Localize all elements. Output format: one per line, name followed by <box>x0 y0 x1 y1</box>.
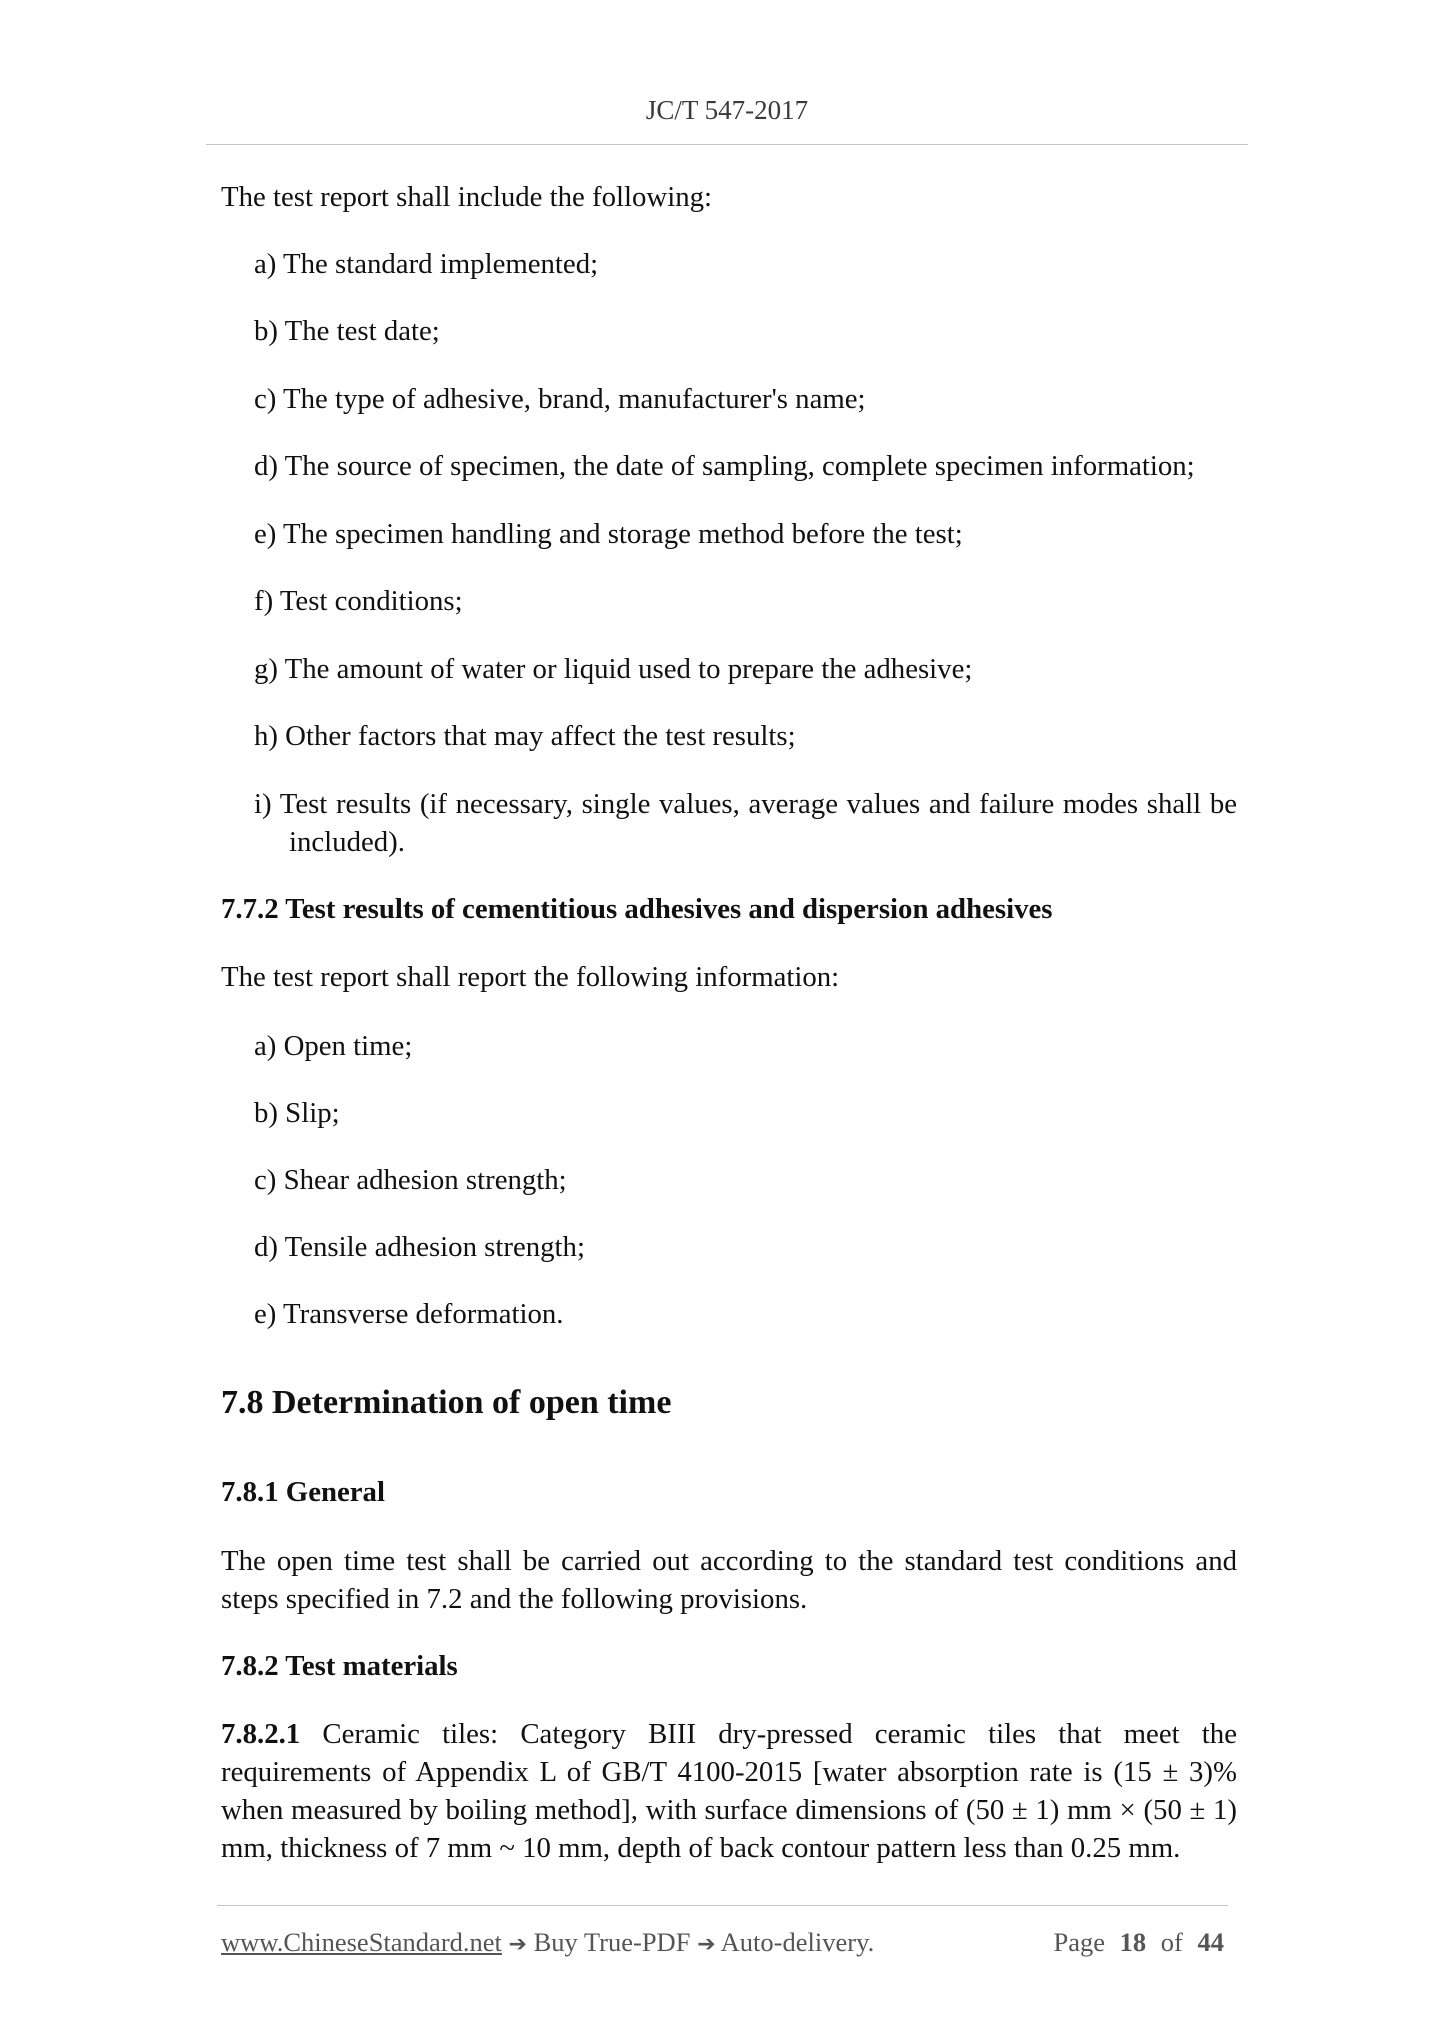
list-item: a) Open time; <box>254 1030 413 1062</box>
right-arrow-icon: ➔ <box>508 1932 527 1957</box>
of-label: of <box>1160 1927 1183 1957</box>
paragraph-line: mm, thickness of 7 mm ~ 10 mm, depth of back contour pattern less than 0.25 mm. <box>221 1832 1181 1864</box>
paragraph-line: steps specified in 7.2 and the following provisions. <box>221 1583 808 1615</box>
header-rule <box>206 144 1248 145</box>
report-information-intro: The test report shall report the following information: <box>221 961 840 993</box>
page-label: Page <box>1053 1927 1106 1957</box>
list-item: e) Transverse deformation. <box>254 1298 564 1330</box>
document-id-header: JC/T 547-2017 <box>645 95 809 125</box>
list-item: h) Other factors that may affect the test results; <box>254 720 796 752</box>
section-heading-7-8-2: 7.8.2 Test materials <box>221 1650 458 1682</box>
report-contents-intro: The test report shall include the following: <box>221 181 713 213</box>
list-item: e) The specimen handling and storage method before the test; <box>254 518 963 550</box>
page-total: 44 <box>1197 1927 1224 1957</box>
paragraph-line: when measured by boiling method], with surface dimensions of (50 ± 1) mm × (50 ± 1) <box>221 1794 1237 1826</box>
section-heading-7-7-2: 7.7.2 Test results of cementitious adhesives and dispersion adhesives <box>221 893 1053 925</box>
site-link[interactable]: www.ChineseStandard.net <box>221 1927 502 1957</box>
list-item: a) The standard implemented; <box>254 248 599 280</box>
right-arrow-icon: ➔ <box>697 1932 716 1957</box>
footer-promo <box>221 1925 874 1962</box>
paragraph-line <box>221 1715 1237 1753</box>
buy-text: Buy True-PDF <box>533 1927 691 1957</box>
page-current: 18 <box>1119 1927 1147 1957</box>
footer-rule <box>217 1905 1228 1906</box>
section-heading-7-8-1: 7.8.1 General <box>221 1476 385 1508</box>
list-item-line: included). <box>289 826 405 858</box>
general-paragraph <box>221 1542 1237 1618</box>
list-item: c) Shear adhesion strength; <box>254 1164 567 1196</box>
list-item-line: i) Test results (if necessary, single values, average values and failure modes shall be <box>254 788 1237 820</box>
list-item: b) The test date; <box>254 315 440 347</box>
section-heading-7-8: 7.8 Determination of open time <box>221 1384 672 1421</box>
list-item: d) Tensile adhesion strength; <box>254 1231 585 1263</box>
clause-number: 7.8.2.1 <box>221 1718 301 1750</box>
list-item: c) The type of adhesive, brand, manufacturer's name; <box>254 383 866 415</box>
paragraph-line: requirements of Appendix L of GB/T 4100-2015 [water absorption rate is (15 ± 3)% <box>221 1756 1237 1788</box>
list-item: b) Slip; <box>254 1097 340 1129</box>
page-number <box>880 1925 1224 1959</box>
paragraph-line: The open time test shall be carried out according to the standard test conditions and <box>221 1545 1237 1577</box>
list-item: f) Test conditions; <box>254 585 463 617</box>
delivery-text: Auto-delivery. <box>720 1927 875 1957</box>
list-item: d) The source of specimen, the date of sampling, complete specimen information; <box>254 450 1195 482</box>
paragraph-line-text: Ceramic tiles: Category BIII dry-pressed ceramic tiles that meet the <box>322 1718 1237 1750</box>
list-item: g) The amount of water or liquid used to prepare the adhesive; <box>254 653 973 685</box>
clause-7-8-2-1-paragraph <box>221 1715 1237 1867</box>
list-item-i <box>254 785 1237 861</box>
